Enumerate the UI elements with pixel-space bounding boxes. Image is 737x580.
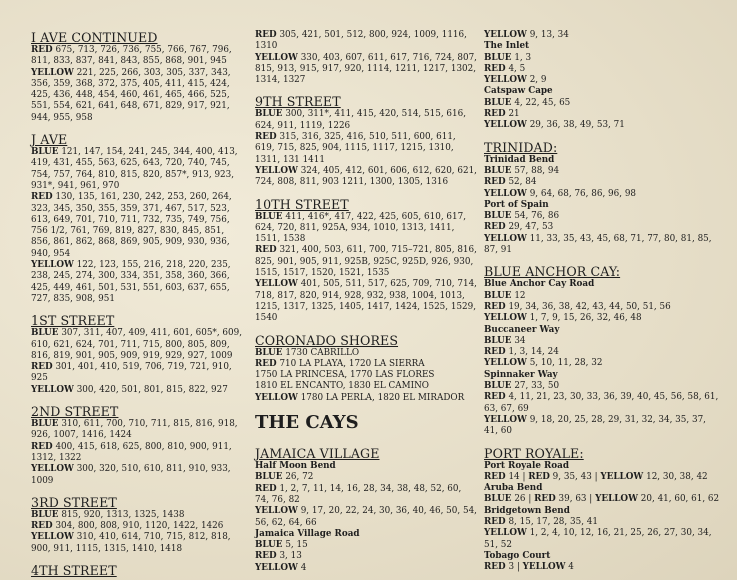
color-keyword: RED bbox=[31, 362, 53, 373]
color-keyword: RED bbox=[484, 63, 506, 74]
color-keyword: YELLOW bbox=[31, 384, 74, 395]
address-line: RED 52, 84 bbox=[484, 177, 537, 188]
address-line: YELLOW 330, 403, 607, 611, 617, 716, 724, 807, 815, 913, 915, 917, 920, 1114, 1211, 1217, 1302, 1314, 1327 bbox=[255, 52, 477, 86]
color-keyword: BLUE bbox=[484, 165, 512, 176]
color-keyword: RED bbox=[484, 516, 506, 527]
color-keyword: RED bbox=[484, 222, 506, 233]
color-keyword: RED bbox=[534, 494, 556, 505]
address-line: BLUE 815, 920, 1313, 1325, 1438 bbox=[31, 509, 185, 520]
address-line: YELLOW 11, 33, 35, 43, 45, 68, 71, 77, 80, 81, 85, 87, 91 bbox=[484, 233, 712, 256]
address-line: YELLOW 401, 505, 511, 517, 625, 709, 710, 714, 718, 817, 820, 914, 928, 932, 938, 1004, 1013, 1215, 1317, 1325, 1405, 1417, 1424, 1525, 1529, 1540 bbox=[255, 279, 477, 324]
address-line: RED 304, 800, 808, 910, 1120, 1422, 1426 bbox=[31, 521, 224, 532]
column-right bbox=[484, 30, 722, 573]
color-keyword: RED bbox=[484, 392, 506, 403]
color-keyword: RED bbox=[528, 471, 550, 482]
color-keyword: BLUE bbox=[255, 472, 283, 483]
address-line: RED 710 LA PLAYA, 1720 LA SIERRA bbox=[255, 358, 425, 369]
address-line: 1810 EL ENCANTO, 1830 EL CAMINO bbox=[255, 381, 430, 392]
color-keyword: YELLOW bbox=[255, 392, 298, 403]
color-keyword: YELLOW bbox=[484, 75, 527, 86]
color-keyword: BLUE bbox=[255, 540, 283, 551]
color-keyword: RED bbox=[484, 109, 506, 120]
street-name: Trinidad Bend bbox=[484, 154, 555, 165]
address-line: YELLOW 4 bbox=[255, 562, 307, 573]
color-keyword: YELLOW bbox=[255, 165, 298, 176]
address-line: RED 675, 713, 726, 736, 755, 766, 767, 796, 811, 833, 837, 841, 843, 855, 868, 901, 945 bbox=[31, 45, 232, 67]
color-keyword: YELLOW bbox=[255, 562, 298, 573]
color-keyword: RED bbox=[484, 177, 506, 188]
address-line: BLUE 1, 3 bbox=[484, 52, 532, 63]
address-line: 1750 LA PRINCESA, 1770 LAS FLORES bbox=[255, 370, 435, 381]
address-line: YELLOW 2, 9 bbox=[484, 75, 547, 86]
color-keyword: RED bbox=[31, 521, 53, 532]
section-heading-jamaica-village: JAMAICA VILLAGE bbox=[255, 446, 380, 462]
address-line: RED 3, 13 bbox=[255, 551, 302, 562]
color-keyword: RED bbox=[31, 441, 53, 452]
street-name: Half Moon Bend bbox=[255, 461, 336, 472]
color-keyword: YELLOW bbox=[31, 464, 74, 475]
section-heading-2nd-street: 2ND STREET bbox=[31, 404, 119, 420]
color-keyword: RED bbox=[255, 132, 277, 143]
area-title: THE CAYS bbox=[255, 412, 359, 434]
section-heading-10th-street: 10TH STREET bbox=[255, 196, 349, 212]
street-name: Jamaica Village Road bbox=[255, 528, 360, 539]
color-keyword: RED bbox=[31, 45, 53, 55]
address-line: RED 4, 5 bbox=[484, 63, 526, 74]
address-line: YELLOW 1, 7, 9, 15, 26, 32, 46, 48 bbox=[484, 313, 642, 324]
color-keyword: BLUE bbox=[31, 328, 59, 339]
address-line: BLUE 307, 311, 407, 409, 411, 601, 605*, 609, 610, 621, 624, 701, 711, 715, 800, 805, 809, 816, 819, 901, 905, 909, 919, 929, 927, 1009 bbox=[31, 328, 242, 361]
address-line: RED 14 | RED 9, 35, 43 | YELLOW 12, 30, 38, 42 bbox=[484, 471, 708, 482]
color-keyword: RED bbox=[484, 471, 506, 482]
address-line: RED 315, 316, 325, 416, 510, 511, 600, 611, 619, 715, 825, 904, 1115, 1117, 1215, 1310, 1311, 131 1411 bbox=[255, 132, 456, 165]
color-keyword: BLUE bbox=[484, 97, 512, 108]
address-line: RED 400, 415, 618, 625, 800, 810, 900, 911, 1312, 1322 bbox=[31, 441, 232, 463]
address-line: YELLOW 300, 320, 510, 610, 811, 910, 933, 1009 bbox=[31, 464, 231, 486]
address-line: YELLOW 1780 LA PERLA, 1820 EL MIRADOR bbox=[255, 392, 465, 403]
color-keyword: YELLOW bbox=[484, 358, 527, 369]
address-line: BLUE 54, 76, 86 bbox=[484, 211, 560, 222]
address-line: BLUE 4, 22, 45, 65 bbox=[484, 97, 571, 108]
street-name: Bridgetown Bend bbox=[484, 505, 570, 516]
address-line: RED 8, 15, 17, 28, 35, 41 bbox=[484, 516, 598, 527]
address-line: RED 1, 3, 14, 24 bbox=[484, 347, 559, 358]
color-keyword: BLUE bbox=[255, 211, 283, 222]
color-keyword: RED bbox=[255, 483, 277, 494]
address-line: BLUE 34 bbox=[484, 335, 526, 346]
column-middle bbox=[255, 30, 477, 574]
address-line: YELLOW 9, 18, 20, 25, 28, 29, 31, 32, 34, 35, 37, 41, 60 bbox=[484, 414, 706, 437]
section-heading-3rd-street: 3RD STREET bbox=[31, 494, 117, 510]
address-line: YELLOW 9, 17, 20, 22, 24, 30, 36, 40, 46, 50, 54, 56, 62, 64, 66 bbox=[255, 506, 477, 528]
color-keyword: YELLOW bbox=[484, 233, 527, 244]
address-line: RED 305, 421, 501, 512, 800, 924, 1009, 1116, 1310 bbox=[255, 30, 467, 52]
color-keyword: BLUE bbox=[255, 109, 283, 120]
color-keyword: YELLOW bbox=[31, 260, 74, 271]
color-keyword: BLUE bbox=[484, 494, 512, 505]
address-line: BLUE 26 | RED 39, 63 | YELLOW 20, 41, 60, 61, 62 bbox=[484, 494, 720, 505]
address-line: BLUE 12 bbox=[484, 290, 526, 301]
address-line: RED 130, 135, 161, 230, 242, 253, 260, 264, 323, 345, 350, 355, 359, 371, 467, 517, 523, 613, 649, 701, 710, 711, 732, 735, 749, 756, 756 1/2, 761, 769, 819, 827, 830, 845, 851, 856, 861, 862, 868, 869, 905, 909, 930, 936, 940, 954 bbox=[31, 192, 232, 259]
address-line: YELLOW 300, 420, 501, 801, 815, 822, 927 bbox=[31, 384, 228, 395]
section-heading-coronado-shores: CORONADO SHORES bbox=[255, 332, 399, 348]
address-line: YELLOW 5, 10, 11, 28, 32 bbox=[484, 358, 603, 369]
address-line: BLUE 5, 15 bbox=[255, 540, 308, 551]
street-name: The Inlet bbox=[484, 41, 530, 52]
street-name: Tobago Court bbox=[484, 550, 551, 561]
color-keyword: YELLOW bbox=[522, 562, 566, 573]
color-keyword: BLUE bbox=[484, 335, 512, 346]
street-name: Blue Anchor Cay Road bbox=[484, 279, 595, 290]
address-line: RED 21 bbox=[484, 109, 520, 120]
address-line: BLUE 26, 72 bbox=[255, 472, 314, 483]
address-line: BLUE 310, 611, 700, 710, 711, 815, 816, 918, 926, 1007, 1416, 1424 bbox=[31, 419, 238, 441]
street-name: Catspaw Cape bbox=[484, 86, 553, 97]
color-keyword: YELLOW bbox=[484, 414, 527, 425]
address-line: YELLOW 324, 405, 412, 601, 606, 612, 620, 621, 724, 808, 811, 903 1211, 1300, 1305, 1316 bbox=[255, 165, 477, 188]
address-line: BLUE 57, 88, 94 bbox=[484, 165, 560, 176]
address-line: RED 29, 47, 53 bbox=[484, 222, 554, 233]
color-keyword: RED bbox=[255, 30, 277, 40]
address-line: YELLOW 29, 36, 38, 49, 53, 71 bbox=[484, 120, 625, 131]
address-line: BLUE 121, 147, 154, 241, 245, 344, 400, 413, 419, 431, 455, 563, 625, 643, 720, 740, 745, 754, 757, 764, 810, 815, 820, 857*, 913, 923, 931*, 941, 961, 970 bbox=[31, 147, 238, 191]
section-heading-9th-street: 9TH STREET bbox=[255, 94, 341, 110]
color-keyword: YELLOW bbox=[484, 188, 527, 199]
color-keyword: YELLOW bbox=[484, 313, 527, 324]
color-keyword: YELLOW bbox=[255, 506, 298, 517]
address-line: BLUE 411, 416*, 417, 422, 425, 605, 610, 617, 624, 720, 811, 925A, 934, 1010, 1313, 1411, 1511, 1538 bbox=[255, 211, 466, 245]
color-keyword: RED bbox=[255, 358, 277, 369]
color-keyword: BLUE bbox=[484, 52, 512, 63]
address-line: RED 321, 400, 503, 611, 700, 715–721, 805, 816, 825, 901, 905, 911, 925B, 925C, 925D, 926, 930, 1515, 1517, 1520, 1521, 1535 bbox=[255, 245, 477, 279]
color-keyword: YELLOW bbox=[484, 30, 527, 40]
address-line: YELLOW 9, 13, 34 bbox=[484, 30, 569, 40]
address-line: BLUE 1730 CABRILLO bbox=[255, 347, 360, 358]
color-keyword: YELLOW bbox=[31, 532, 74, 543]
section-heading-trinidad: TRINIDAD: bbox=[484, 139, 558, 155]
address-line: YELLOW 9, 64, 68, 76, 86, 96, 98 bbox=[484, 188, 637, 199]
color-keyword: BLUE bbox=[31, 147, 59, 158]
color-keyword: RED bbox=[484, 301, 506, 312]
address-line: RED 4, 11, 21, 23, 30, 33, 36, 39, 40, 45, 56, 58, 61, 63, 67, 69 bbox=[484, 392, 719, 414]
address-line: RED 19, 34, 36, 38, 42, 43, 44, 50, 51, 56 bbox=[484, 301, 671, 312]
address-line: YELLOW 1, 2, 4, 10, 12, 16, 21, 25, 26, 27, 30, 34, 51, 52 bbox=[484, 528, 712, 550]
color-keyword: BLUE bbox=[31, 509, 59, 520]
address-line: RED 1, 2, 7, 11, 14, 16, 28, 34, 38, 48, 52, 60, 74, 76, 82 bbox=[255, 483, 462, 505]
street-name: Buccaneer Way bbox=[484, 324, 560, 335]
address-line: RED 3 | YELLOW 4 bbox=[484, 562, 574, 573]
color-keyword: YELLOW bbox=[484, 528, 527, 539]
color-keyword: BLUE bbox=[484, 290, 512, 301]
address-line: YELLOW 221, 225, 266, 303, 305, 337, 343, 356, 359, 368, 372, 375, 405, 411, 415, 424, 425, 436, 448, 454, 460, 461, 465, 466, 525, 551, 554, 621, 641, 648, 671, 829, 917, 921, 944, 955, 958 bbox=[31, 67, 231, 123]
color-keyword: RED bbox=[255, 245, 277, 256]
color-keyword: RED bbox=[484, 347, 506, 358]
column-left bbox=[31, 30, 243, 578]
address-line: BLUE 27, 33, 50 bbox=[484, 381, 560, 392]
address-line: YELLOW 310, 410, 614, 710, 715, 812, 818, 900, 911, 1115, 1315, 1410, 1418 bbox=[31, 532, 231, 554]
section-heading-port-royale: PORT ROYALE: bbox=[484, 445, 584, 461]
address-line: BLUE 300, 311*, 411, 415, 420, 514, 515, 616, 624, 911, 1119, 1226 bbox=[255, 109, 466, 131]
address-line: YELLOW 122, 123, 155, 216, 218, 220, 235, 238, 245, 274, 300, 334, 351, 358, 360, 366, 425, 449, 461, 501, 531, 551, 603, 637, 655, 727, 835, 908, 951 bbox=[31, 260, 231, 304]
color-keyword: YELLOW bbox=[255, 52, 298, 63]
color-keyword: BLUE bbox=[484, 211, 512, 222]
color-keyword: YELLOW bbox=[31, 67, 74, 78]
section-heading-1st-street: 1ST STREET bbox=[31, 313, 115, 329]
color-keyword: BLUE bbox=[255, 347, 283, 358]
color-keyword: YELLOW bbox=[595, 494, 638, 505]
section-heading-4th-street: 4TH STREET bbox=[31, 562, 117, 578]
color-keyword: RED bbox=[484, 562, 506, 573]
color-keyword: RED bbox=[31, 192, 53, 203]
color-keyword: YELLOW bbox=[600, 471, 644, 482]
color-keyword: BLUE bbox=[484, 381, 512, 392]
section-heading-j-ave: J AVE bbox=[31, 132, 68, 148]
color-keyword: RED bbox=[255, 551, 277, 562]
section-heading-i-ave-continued: I AVE CONTINUED bbox=[31, 30, 158, 45]
color-keyword: YELLOW bbox=[255, 279, 298, 290]
street-name: Aruba Bend bbox=[484, 483, 543, 494]
color-keyword: BLUE bbox=[31, 419, 59, 430]
color-keyword: YELLOW bbox=[484, 120, 527, 131]
street-name: Port of Spain bbox=[484, 199, 549, 210]
address-line: RED 301, 401, 410, 519, 706, 719, 721, 910, 925 bbox=[31, 362, 232, 384]
street-name: Port Royale Road bbox=[484, 460, 570, 471]
street-name: Spinnaker Way bbox=[484, 369, 558, 380]
section-heading-blue-anchor-cay: BLUE ANCHOR CAY: bbox=[484, 264, 621, 280]
